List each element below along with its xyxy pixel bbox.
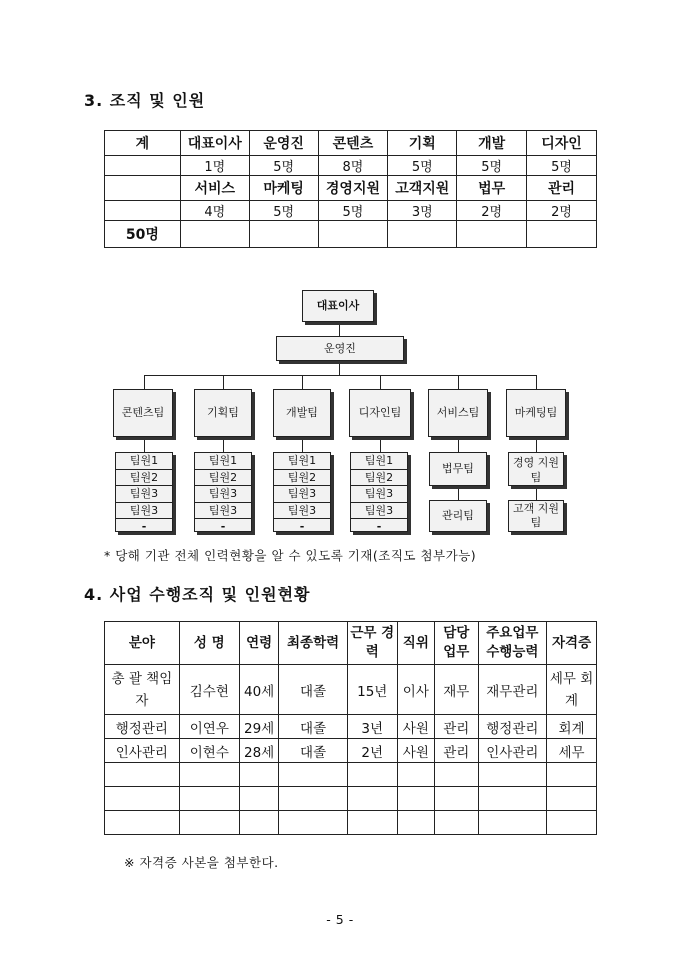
header-cell: 기획 [388,131,457,156]
table-cell [179,787,239,811]
table-cell: 김수현 [179,665,239,715]
table-cell [105,811,180,835]
section-4-title: 4. 사업 수행조직 및 인원현황 [84,585,311,604]
org-team-box: 콘텐츠팀 [113,389,173,437]
header-cell [105,176,181,201]
column-header: 주요업무 수행능력 [478,622,547,665]
empty-cell [180,221,249,248]
table-cell: 재무 [435,665,479,715]
table-cell [435,763,479,787]
table-cell [435,811,479,835]
table-cell [397,763,434,787]
table-cell [397,811,434,835]
count-cell [105,156,181,176]
table-cell [279,811,348,835]
table-cell [279,787,348,811]
member-item: 팀원3 [351,503,407,520]
member-item: 팀원2 [116,470,172,487]
header-cell: 경영지원 [318,176,388,201]
member-item: 팀원3 [195,503,251,520]
column-header: 분야 [105,622,180,665]
table-cell: 행정관리 [105,715,180,739]
count-cell: 5명 [388,156,457,176]
org-sub-team: 관리팀 [429,500,487,532]
table-cell: 관리 [435,715,479,739]
table-cell: 이현수 [179,739,239,763]
org-team-box: 기획팀 [194,389,252,437]
header-cell: 콘텐츠 [318,131,388,156]
count-cell: 8명 [318,156,388,176]
org-sub-team: 고객 지원팀 [508,500,564,532]
column-header: 담당 업무 [435,622,479,665]
table-cell: 28세 [239,739,278,763]
member-item: 팀원3 [195,486,251,503]
count-cell: 3명 [388,201,457,221]
member-item: - [220,520,226,534]
empty-cell [388,221,457,248]
member-item: 팀원3 [116,503,172,520]
header-cell: 대표이사 [180,131,249,156]
member-item: 팀원1 [274,453,330,470]
table-cell [239,787,278,811]
table-cell [279,763,348,787]
table-cell [397,787,434,811]
table-cell: 15년 [347,665,397,715]
table-cell [435,787,479,811]
count-cell: 5명 [249,156,318,176]
table-cell: 이사 [397,665,434,715]
member-item: 팀원1 [195,453,251,470]
count-cell: 5명 [527,156,597,176]
table-cell: 회계 [547,715,597,739]
table-cell [478,811,547,835]
table-cell [547,787,597,811]
empty-cell [249,221,318,248]
table-cell [239,811,278,835]
member-item: 팀원2 [195,470,251,487]
member-item: - [299,520,305,534]
table-cell [547,763,597,787]
table-cell [239,763,278,787]
table-cell: 이연우 [179,715,239,739]
org-member-list [194,452,252,532]
table-cell: 행정관리 [478,715,547,739]
table-cell: 관리 [435,739,479,763]
column-header: 연령 [239,622,278,665]
count-cell: 5명 [249,201,318,221]
table-cell [347,787,397,811]
column-header: 자격증 [547,622,597,665]
table-cell: 대졸 [279,665,348,715]
empty-cell [318,221,388,248]
member-item: 팀원3 [274,503,330,520]
header-cell: 운영진 [249,131,318,156]
table-cell: 사원 [397,715,434,739]
member-item: 팀원3 [351,486,407,503]
header-cell: 계 [105,131,181,156]
member-item: 팀원2 [351,470,407,487]
org-chart-note: * 당해 기관 전체 인력현황을 알 수 있도록 기재(조직도 첨부가능) [104,548,477,563]
org-team-box: 개발팀 [273,389,331,437]
table-cell: 세무 회계 [547,665,597,715]
count-cell: 2명 [527,201,597,221]
certificate-note: ※ 자격증 사본을 첨부한다. [124,855,279,870]
member-item: 팀원2 [274,470,330,487]
count-cell: 5명 [318,201,388,221]
column-header: 근무 경력 [347,622,397,665]
table-cell [347,763,397,787]
org-team-box: 서비스팀 [428,389,488,437]
empty-cell [457,221,527,248]
count-cell: 1명 [180,156,249,176]
org-team-box: 디자인팀 [349,389,411,437]
org-sub-team: 경영 지원팀 [508,452,564,486]
header-cell: 법무 [457,176,527,201]
header-cell: 관리 [527,176,597,201]
count-cell: 2명 [457,201,527,221]
table-cell [105,787,180,811]
table-cell [347,811,397,835]
table-cell [179,763,239,787]
count-cell: 5명 [457,156,527,176]
table-cell [179,811,239,835]
table-cell: 사원 [397,739,434,763]
table-cell [105,763,180,787]
table-cell: 대졸 [279,715,348,739]
table-cell: 2년 [347,739,397,763]
header-cell: 서비스 [180,176,249,201]
org-sub-team: 법무팀 [429,452,487,486]
table-cell: 총 괄 책임자 [105,665,180,715]
table-cell: 인사관리 [105,739,180,763]
table-cell: 40세 [239,665,278,715]
member-item: - [141,520,147,534]
table-cell [478,763,547,787]
table-cell [478,787,547,811]
org-member-list [273,452,331,532]
table-cell: 대졸 [279,739,348,763]
header-cell: 고객지원 [388,176,457,201]
org-member-list [350,452,408,532]
page-number: - 5 - [326,912,354,927]
org-exec-box: 운영진 [276,336,404,361]
staff-count-table [104,130,597,248]
column-header: 직위 [397,622,434,665]
org-member-list [115,452,173,532]
section-3-title: 3. 조직 및 인원 [84,91,206,110]
count-cell [105,201,181,221]
empty-cell [527,221,597,248]
total-count: 50명 [105,221,181,248]
member-item: 팀원3 [274,486,330,503]
personnel-table [104,621,597,835]
column-header: 성 명 [179,622,239,665]
count-cell: 4명 [180,201,249,221]
table-cell: 3년 [347,715,397,739]
column-header: 최종학력 [279,622,348,665]
member-item: 팀원1 [351,453,407,470]
table-cell [547,811,597,835]
header-cell: 마케팅 [249,176,318,201]
table-cell: 재무관리 [478,665,547,715]
table-cell: 세무 [547,739,597,763]
member-item: 팀원1 [116,453,172,470]
header-cell: 디자인 [527,131,597,156]
table-cell: 29세 [239,715,278,739]
header-cell: 개발 [457,131,527,156]
member-item: - [376,520,382,534]
table-cell: 인사관리 [478,739,547,763]
org-team-box: 마케팅팀 [506,389,566,437]
member-item: 팀원3 [116,486,172,503]
org-ceo-box: 대표이사 [302,290,374,322]
